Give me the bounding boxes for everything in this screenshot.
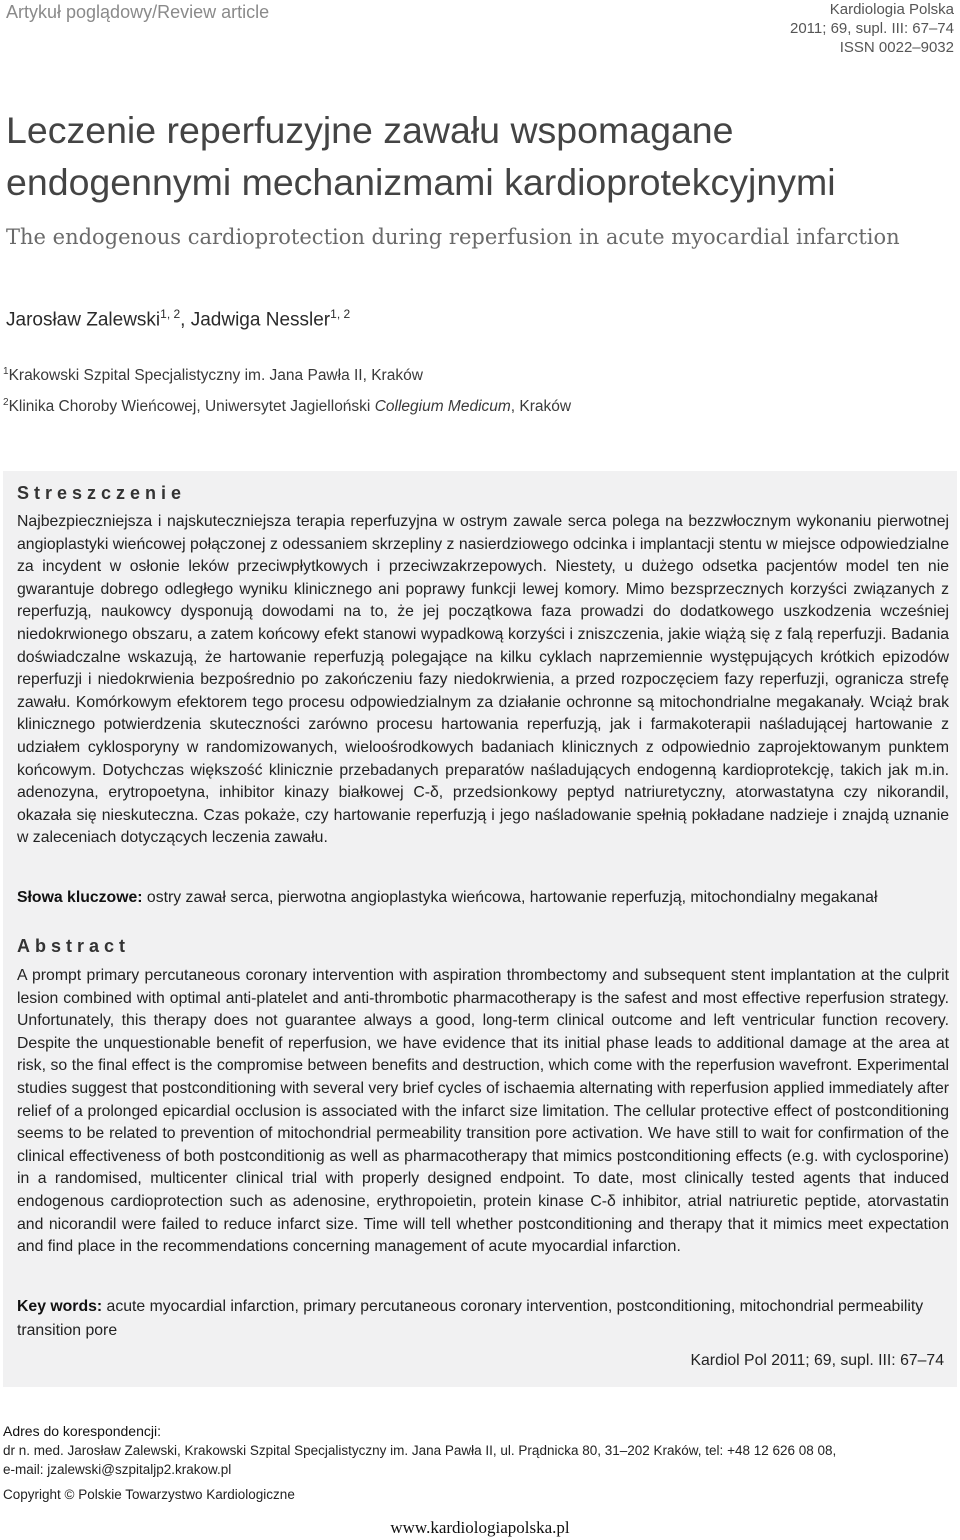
affiliation-1-number: 1 bbox=[3, 366, 9, 377]
key-words-text: acute myocardial infarction, primary percutaneous coronary intervention, postconditioning, mitochondrial permeability transition pore bbox=[17, 1298, 924, 1339]
affiliation-2-text: Klinika Choroby Wieńcowej, Uniwersytet Jagielloński bbox=[8, 398, 375, 416]
author-1: Jarosław Zalewski bbox=[6, 309, 161, 331]
copyright: Copyright © Polskie Towarzystwo Kardiologiczne bbox=[3, 1487, 295, 1502]
key-words bbox=[17, 1295, 949, 1343]
streszczenie-heading: Streszczenie bbox=[17, 483, 187, 503]
journal-volume: 2011; 69, supl. III: 67–74 bbox=[789, 20, 954, 37]
abstract-box bbox=[3, 471, 957, 1387]
author-2-affiliation: 1, 2 bbox=[330, 307, 351, 321]
author-separator: , bbox=[180, 309, 191, 331]
author-2: Jadwiga Nessler bbox=[190, 309, 331, 331]
abstract-heading: Abstract bbox=[17, 936, 131, 956]
correspondence bbox=[3, 1422, 953, 1479]
affiliation-2-number: 2 bbox=[3, 397, 9, 409]
slowa-kluczowe-text: ostry zawał serca, pierwotna angioplastyka wieńcowa, hartowanie reperfuzją, mitochondialny megakanał bbox=[142, 889, 878, 906]
correspondence-label: Adres do korespondencji: bbox=[3, 1423, 161, 1439]
title-line-1: Leczenie reperfuzyjne zawału wspomagane bbox=[6, 109, 734, 151]
journal-issn: ISSN 0022–9032 bbox=[839, 39, 954, 56]
affiliation-1 bbox=[3, 358, 571, 389]
article-title bbox=[6, 104, 956, 208]
abstract-text: A prompt primary percutaneous coronary intervention with aspiration thrombectomy and subsequent stent implantation at the culprit lesion combined with optimal anti-platelet and anti-thrombotic pharmacotherapy is the safest and most effective reperfusion strategy. Unfortunately, this therapy does not guarantee always a good, long-term clinical outcome and left ventricular function recovery. Despite the unquestionable benefit of reperfusion, we have evidence that its initial phase leads to additional damage at the area at risk, so the final effect is the compromise between benefits and destruction, which come with the reperfusion wavefront. Experimental studies suggest that postconditioning with several very brief cycles of ischaemia alternating with reperfusion applied immediately after relief of a prolonged epicardial occlusion is associated with the infarct size limitation. The cellular protective effect of postconditioning seems to be related to prevention of mitochondrial permeability transition pore activation. We have still to wait for confirmation of the clinical effectiveness of both postconditionig as well as pharmacotherapy that mimics postconditioning effects (e.g. with cyclosporine) in a randomised, multicenter clinical trial with properly designed endpoint. To date, most clinically tested agents that induced endogenous cardioprotection such as adenosine, erythropoietin, protein kinase C-δ inhibitor, atrial natriuretic peptide, atorvastatin and nicorandil were failed to reduce infarct size. Time will tell whether postconditioning and therapy that it mimics meet expectation and find place in the recommendations concerning management of acute myocardial infarction. bbox=[17, 967, 949, 1256]
affiliation-1-text: Krakowski Szpital Specjalistyczny im. Jana Pawła II, Kraków bbox=[8, 367, 423, 385]
journal-name: Kardiologia Polska bbox=[829, 1, 954, 18]
journal-info bbox=[790, 0, 954, 57]
slowa-kluczowe bbox=[17, 886, 949, 910]
article-category: Artykuł poglądowy/Review article bbox=[6, 2, 270, 22]
streszczenie-text: Najbezpieczniejsza i najskuteczniejsza terapia reperfuzyjna w ostrym zawale serca polega na bezzwłocznym wykonaniu pierwotnej angioplastyki wieńcowej połączonej z odessaniem skrzepliny z nasierdziowego odcinka i implantacji stentu w miejsce odpowiedzialne za incydent w osłonie leków przeciwpłytkowych i przeciwzakrzepowych. Niestety, u dużego odsetka pacjentów model ten nie gwarantuje dobrego odległego wyniku klinicznego ani poprawy funkcji lewej komory. Mimo bezsprzecznych korzyści związanych z reperfuzją, naukowcy dysponują dowodami na to, że jej początkowa faza prowadzi do dodatkowego uszkodzenia wcześniej niedokrwionego obszaru, a zatem końcowy efekt stanowi wypadkową korzyści i zniszczenia, jakie wiążą się z falą reperfuzji. Badania doświadczalne wskazują, że hartowanie reperfuzją polegające na kilku cyklach naprzemiennie występujących krótkich epizodów reperfuzji i niedokrwienia bezpośrednio po zakończeniu fazy niedokrwienia, a przed rozpoczęciem fazy reperfuzji, ogranicza strefę zawału. Komórkowym efektorem tego procesu odpowiedzialnym za działanie ochronne są mitochondrialne megakanały. Wciąż brak klinicznego potwierdzenia skuteczności zarówno procesu hartowania reperfuzją, jak i farmakoterapii naśladującej hartowanie z udziałem cyklosporyny w randomizowanych, wieloośrodkowych badaniach klinicznych z odpowiednio zaprojektowanym punktem końcowym. Dotychczas większość klinicznie przebadanych preparatów naśladujących endogenną kardioprotekcję, takich jak m.in. adenozyna, erytropoetyna, inhibitor kinazy białkowej C-δ, przedsionkowy peptyd natriuretyczny, atorwastatyna czy nikorandil, okazała się nieskuteczna. Czas pokaże, czy hartowanie reperfuzją i jego naśladowanie spełnią pokładane nadzieje i znajdą uznanie w zaleceniach dotyczących leczenia zawału. bbox=[17, 513, 949, 847]
slowa-kluczowe-label: Słowa kluczowe: bbox=[17, 889, 143, 906]
author-1-affiliation: 1, 2 bbox=[160, 307, 181, 321]
footer-url[interactable]: www.kardiologiapolska.pl bbox=[390, 1518, 570, 1537]
citation: Kardiol Pol 2011; 69, supl. III: 67–74 bbox=[690, 1352, 944, 1369]
authors bbox=[6, 307, 350, 331]
affiliation-2 bbox=[3, 389, 571, 420]
correspondence-email: e-mail: jzalewski@szpitaljp2.krakow.pl bbox=[3, 1462, 232, 1477]
affiliation-2-italic: Collegium Medicum bbox=[374, 398, 511, 416]
correspondence-address: dr n. med. Jarosław Zalewski, Krakowski Szpital Specjalistyczny im. Jana Pawła II, ul. Prądnicka 80, 31–202 Kraków, tel: +48 12 626 08 08, bbox=[3, 1443, 837, 1458]
affiliations bbox=[3, 358, 571, 420]
article-subtitle: The endogenous cardioprotection during reperfusion in acute myocardial infarction bbox=[6, 225, 900, 249]
title-line-2: endogennymi mechanizmami kardioprotekcyjnymi bbox=[6, 161, 836, 203]
key-words-label: Key words: bbox=[17, 1298, 103, 1315]
affiliation-2-city: , Kraków bbox=[510, 398, 572, 416]
